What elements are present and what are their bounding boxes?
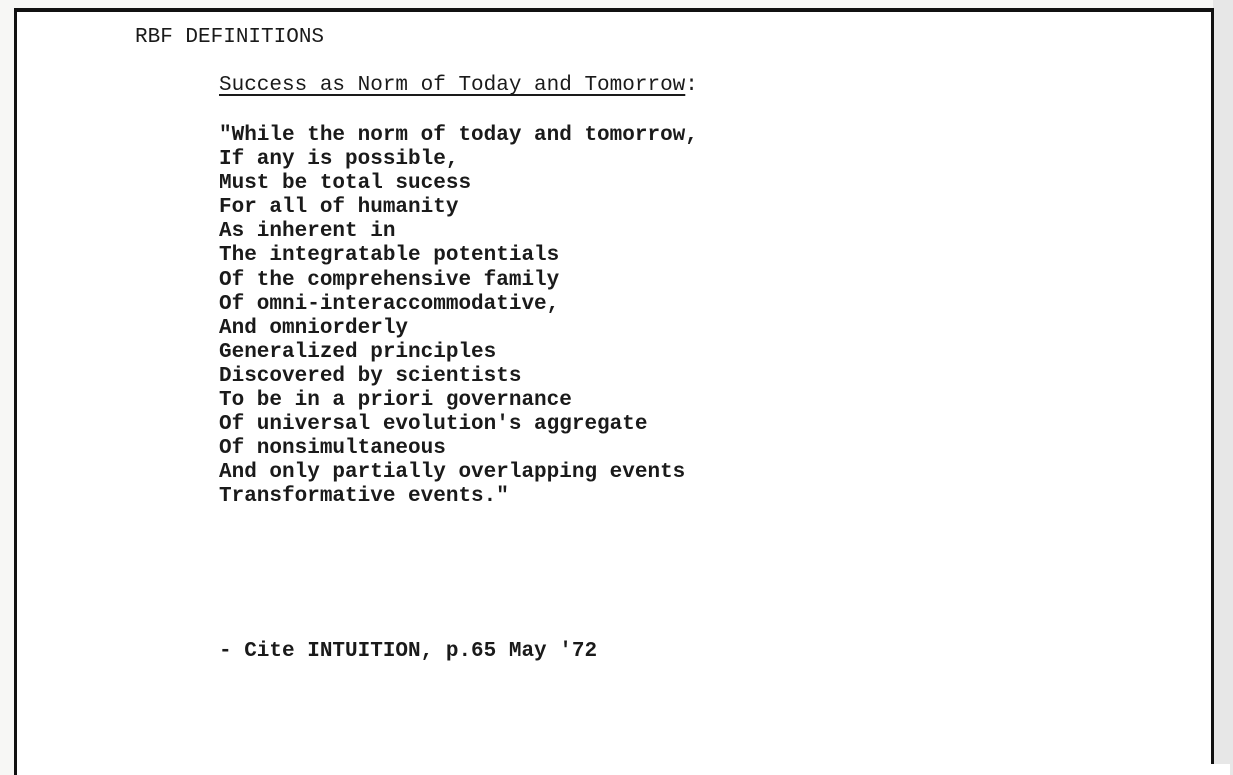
section-title (219, 74, 698, 97)
quote-line: For all of humanity (219, 196, 459, 220)
quote-line: Generalized principles (219, 340, 497, 364)
citation: - Cite INTUITION, p.65 May '72 (219, 640, 598, 663)
quote-line: If any is possible, (219, 148, 459, 172)
quote-line: And omniorderly (219, 316, 409, 340)
quote-block (219, 124, 698, 510)
quote-line: Discovered by scientists (219, 364, 522, 388)
quote-line: And only partially overlapping events (219, 461, 686, 485)
section-title-text: Success as Norm of Today and Tomorrow (219, 74, 686, 97)
quote-line: Of omni-interaccommodative, (219, 292, 560, 316)
quote-line: Transformative events." (219, 485, 509, 509)
quote-line: Of universal evolution's aggregate (219, 413, 648, 437)
scan-edge-strip (1213, 0, 1233, 775)
quote-line: "While the norm of today and tomorrow, (219, 124, 698, 147)
section-title-colon: : (685, 74, 698, 97)
next-card-edge (14, 764, 1230, 775)
quote-line: To be in a priori governance (219, 389, 572, 413)
quote-line: The integratable potentials (219, 244, 560, 268)
quote-line: Of nonsimultaneous (219, 437, 446, 461)
quote-line: As inherent in (219, 220, 396, 244)
quote-line: Must be total sucess (219, 172, 472, 196)
quote-line: Of the comprehensive family (219, 268, 560, 292)
document-header: RBF DEFINITIONS (135, 26, 325, 49)
